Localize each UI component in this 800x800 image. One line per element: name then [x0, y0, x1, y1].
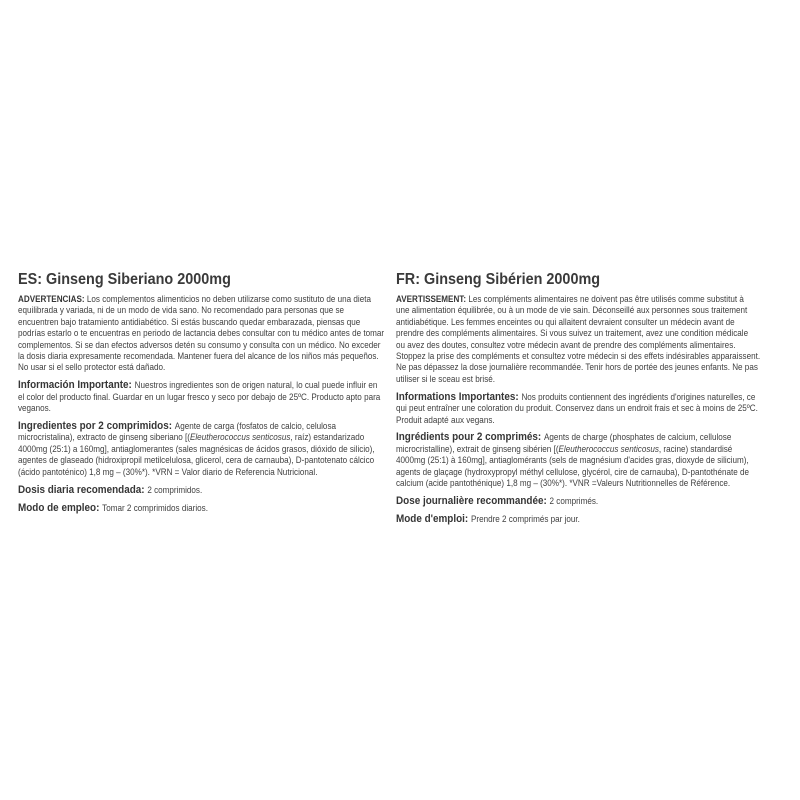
es-warnings-line: No usar si el sello protector está dañado.: [18, 362, 166, 373]
es-warnings-line: podrías estarlo o te encuentras en periodo de lactancia debes consultar con tu médico antes de tomar: [18, 328, 385, 339]
es-important-info-text: Nuestros ingredientes son de origen natural, lo cual puede influir en: [134, 380, 378, 391]
es-important-info-line: veganos.: [18, 403, 51, 414]
fr-ingredients-line: [396, 432, 765, 443]
es-important-info-section: [18, 380, 387, 414]
es-ingredients-line: (ácido pantoténico) 1,8 mg – (30%*). *VRN = Valor diario de Referencia Nutricional.: [18, 466, 318, 477]
es-warnings-line: encuentren bajo tratamiento antidiabético. Si estás buscando quedar embarazada, piensas que: [18, 316, 361, 327]
fr-warnings-section: [396, 294, 765, 385]
fr-ingredients-text: Agents de charge (phosphates de calcium, cellulose: [544, 432, 732, 443]
fr-ingredients-text: , racine) standardisé: [658, 443, 733, 454]
fr-important-info-line: [396, 392, 765, 403]
es-daily-dose-section: [18, 485, 387, 496]
fr-directions-text: Prendre 2 comprimés par jour.: [470, 513, 580, 524]
fr-daily-dose-line: [396, 496, 765, 507]
es-warnings-line: la dosis diaria expresamente recomendada. Mantener fuera del alcance de los niños más pequeños.: [18, 351, 379, 362]
fr-daily-dose-section: [396, 496, 765, 507]
fr-botanical-name: Eleutherococcus senticosus: [558, 443, 659, 454]
es-ingredients-section: [18, 421, 387, 478]
fr-daily-dose-label: Dose journalière recommandée:: [396, 495, 547, 507]
fr-important-info-line: Produit adapté aux vegans.: [396, 414, 495, 425]
es-botanical-name: Eleutherococcus senticosus: [189, 432, 291, 443]
fr-warnings-line: une alimentation équilibrée, ou à un mode de vie sain. Déconseillé aux personnes sous traitement: [396, 305, 748, 316]
fr-directions-section: [396, 514, 765, 525]
es-directions-text: Tomar 2 comprimidos diarios.: [102, 502, 208, 513]
fr-important-info-section: [396, 392, 765, 426]
fr-title: FR: Ginseng Sibérien 2000mg: [396, 271, 601, 288]
es-warnings-section: [18, 294, 387, 374]
fr-ingredients-text: microcristalline), extrait de ginseng sibérien [(: [396, 443, 559, 454]
fr-warnings-line: Stoppez la prise des compléments et consultez votre médecin si des effets indésirables apparaissent.: [396, 351, 761, 362]
fr-ingredients-line: agents de glaçage (hydroxypropyl méthyl cellulose, glycérol, cire de carnauba), D-pantothénate de: [396, 466, 750, 477]
es-directions-line: [18, 503, 387, 514]
fr-warnings-line: antidiabétique. Les femmes enceintes ou qui allaitent devraient consulter un médecin avant de: [396, 316, 735, 327]
fr-ingredients-section: [396, 432, 765, 489]
es-ingredients-line: 4000mg (25:1) a 160mg], antiaglomerantes (sales magnésicas de ácidos grasos, dióxido de silicio),: [18, 443, 375, 454]
fr-warnings-text: Les compléments alimentaires ne doivent pas être utilisés comme substitut à: [468, 294, 744, 304]
es-ingredients-line: agentes de glaseado (hidroxipropil metilcelulosa, glicerol, cera de carnauba), D-pantotenato cálcico: [18, 455, 375, 466]
fr-important-info-text: Nos produits contiennent des ingrédients d'origines naturelles, ce: [521, 391, 756, 402]
fr-warnings-line: Ne pas dépassez la dose journalière recommandée. Tenir hors de portée des jeunes enfants. Ne pas: [396, 362, 758, 373]
fr-directions-label: Mode d'emploi:: [396, 512, 469, 525]
es-ingredients-text: microcristalina), extracto de ginseng siberiano [(: [18, 432, 190, 443]
fr-ingredients-line: [396, 444, 765, 455]
es-important-info-label: Información Importante:: [18, 379, 132, 392]
fr-label-column: [396, 270, 765, 525]
fr-important-info-line: qui peut entraîner une coloration du produit. Conservez dans un endroit frais et sec à moins de 25ºC.: [396, 403, 758, 414]
fr-ingredients-line: 4000mg (25:1) à 160mg], antiaglomérants (sels de magnésium d'acides gras, dioxyde de silicium),: [396, 455, 749, 466]
fr-ingredients-label: Ingrédients pour 2 comprimés:: [396, 431, 542, 444]
fr-warnings-line: utiliser si le sceau est brisé.: [396, 373, 496, 384]
es-important-info-line: el color del producto final. Guardar en un lugar fresco y seco por debajo de 25ºC. Producto apto para: [18, 391, 381, 402]
es-ingredients-line: [18, 421, 387, 432]
fr-warnings-line: [396, 294, 765, 305]
fr-ingredients-line: calcium (acide pantothénique) 1,8 mg – (30%*). *VNR =Valeurs Nutritionnelles de Référence.: [396, 478, 731, 489]
es-daily-dose-label: Dosis diaria recomendada:: [18, 483, 145, 496]
es-warnings-line: [18, 294, 387, 305]
es-ingredients-line: [18, 432, 387, 443]
es-important-info-line: [18, 380, 387, 391]
fr-warnings-line: prendre des compléments alimentaires. Si vous suivez un traitement, avez une condition médicale: [396, 328, 749, 339]
fr-daily-dose-text: 2 comprimés.: [549, 496, 599, 506]
es-warnings-label: ADVERTENCIAS:: [18, 294, 85, 304]
fr-warnings-line: ou avez des doutes, consultez votre médecin avant de prendre des compléments alimentaires.: [396, 339, 736, 350]
fr-directions-line: [396, 514, 765, 525]
fr-warnings-label: AVERTISSEMENT:: [396, 294, 467, 304]
es-directions-label: Modo de empleo:: [18, 501, 100, 514]
es-label-column: [18, 270, 387, 514]
es-daily-dose-text: 2 comprimidos.: [147, 484, 203, 495]
es-ingredients-label: Ingredientes por 2 comprimidos:: [18, 420, 173, 433]
es-directions-section: [18, 503, 387, 514]
es-ingredients-text: , raíz) estandarizado: [290, 432, 365, 443]
es-title: ES: Ginseng Siberiano 2000mg: [18, 271, 231, 288]
es-warnings-line: complementos. Si se dan efectos adversos detén su consumo y consulta con un médico. No exceder: [18, 339, 381, 350]
es-daily-dose-line: [18, 485, 387, 496]
es-warnings-line: equilibrada y variada, ni de un modo de vida sano. No recomendado para personas que se: [18, 305, 345, 316]
fr-important-info-label: Informations Importantes:: [396, 390, 519, 403]
es-warnings-text: Los complementos alimenticios no deben utilizarse como sustituto de una dieta: [86, 294, 371, 304]
es-ingredients-text: Agente de carga (fosfatos de calcio, celulosa: [174, 421, 336, 432]
